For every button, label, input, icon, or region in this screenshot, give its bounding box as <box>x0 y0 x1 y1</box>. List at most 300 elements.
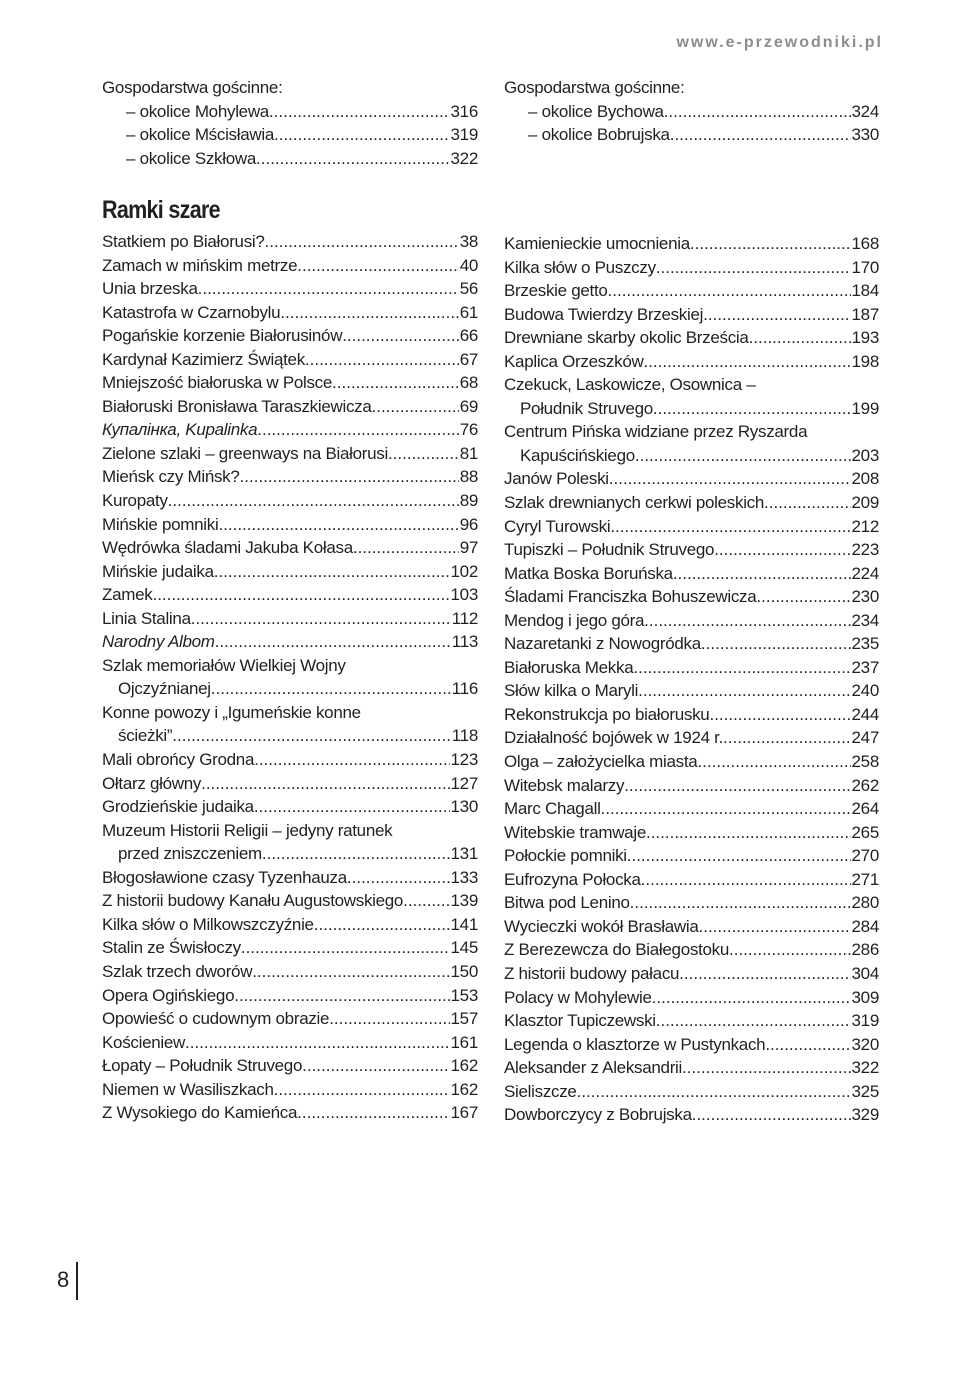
leader-dots <box>643 350 850 374</box>
leader-dots <box>703 303 850 327</box>
toc-entry <box>504 821 879 845</box>
leader-dots <box>274 1078 450 1102</box>
toc-entry <box>504 326 879 350</box>
entry-page: 237 <box>851 657 879 677</box>
entry-page: 320 <box>851 1034 879 1054</box>
guesthouses-heading: Gospodarstwa gościnne: <box>102 78 283 97</box>
leader-dots <box>256 147 450 171</box>
leader-dots <box>332 371 459 395</box>
leader-dots <box>342 324 459 348</box>
toc-entry <box>102 819 478 866</box>
entry-page: 212 <box>851 516 879 536</box>
entry-title-continued: Ojczyźnianej <box>118 679 211 699</box>
toc-entry-line <box>102 654 478 678</box>
toc-entry-line <box>102 348 478 372</box>
entry-title: Nazaretanki z Nowogródka <box>504 634 701 654</box>
leader-dots <box>280 301 458 325</box>
toc-entry-line <box>504 256 879 280</box>
toc-entry-line <box>102 936 478 960</box>
leader-dots <box>329 1007 449 1031</box>
toc-entry <box>102 866 478 890</box>
toc-entry <box>504 679 879 703</box>
toc-entry-line <box>102 536 478 560</box>
toc-entry <box>102 395 478 419</box>
toc-entry <box>102 795 478 819</box>
entry-page: 141 <box>450 914 478 934</box>
toc-entry-line <box>504 703 879 727</box>
leader-dots <box>673 562 851 586</box>
entry-title: Witebsk malarzy <box>504 775 625 795</box>
leader-dots <box>729 938 851 962</box>
toc-entry-line <box>102 748 478 772</box>
toc-entry <box>102 277 478 301</box>
page-number-rule <box>76 1262 78 1300</box>
toc-entry-line <box>102 984 478 1008</box>
toc-entry-line <box>504 726 879 750</box>
entry-title: Mińskie pomniki <box>102 514 219 534</box>
toc-entry <box>504 491 879 515</box>
entry-page: 69 <box>459 396 478 416</box>
leader-dots <box>646 821 851 845</box>
toc-entry <box>102 489 478 513</box>
entry-page: 325 <box>851 1081 879 1101</box>
toc-left-column <box>102 230 478 1125</box>
toc-entry-line <box>504 679 879 703</box>
toc-entry-line <box>102 772 478 796</box>
toc-entry <box>504 656 879 680</box>
toc-entry-line <box>102 819 478 843</box>
entry-page: 97 <box>459 538 478 558</box>
entry-page: 133 <box>450 867 478 887</box>
entry-title: Konne powozy i „Igumeńskie konne <box>102 702 361 722</box>
entry-page: 131 <box>450 844 478 864</box>
leader-dots <box>191 607 451 631</box>
leader-dots <box>215 630 451 654</box>
toc-entry-line <box>504 938 879 962</box>
entry-title: Zielone szlaki – greenways na Białorusi <box>102 443 388 463</box>
entry-page: 66 <box>459 326 478 346</box>
entry-page: 316 <box>450 101 478 121</box>
entry-page: 304 <box>851 963 879 983</box>
entry-page: 330 <box>851 125 879 144</box>
toc-entry <box>102 1078 478 1102</box>
entry-title: Białoruski Bronisława Taraszkiewicza <box>102 396 372 416</box>
toc-entry <box>102 654 478 701</box>
entry-title: – okolice Mścisławia <box>126 125 274 144</box>
toc-entry <box>504 891 879 915</box>
entry-title: Dowborczycy z Bobrujska <box>504 1105 692 1125</box>
entry-title: Kardynał Kazimierz Świątek <box>102 349 305 369</box>
toc-entry <box>504 232 879 256</box>
toc-entry <box>102 324 478 348</box>
entry-title: Z historii budowy pałacu <box>504 963 680 983</box>
leader-dots <box>682 1056 851 1080</box>
toc-entry <box>504 350 879 374</box>
entry-page: 167 <box>450 1103 478 1123</box>
entry-title: Kilka słów o Puszczy <box>504 257 656 277</box>
entry-title: Kamienieckie umocnienia <box>504 234 690 253</box>
toc-entry-line <box>102 1031 478 1055</box>
toc-entry-line <box>504 303 879 327</box>
toc-entry <box>102 889 478 913</box>
leader-dots <box>765 1033 850 1057</box>
toc-entry <box>102 1031 478 1055</box>
entry-page: 162 <box>450 1056 478 1076</box>
toc-entry <box>102 1007 478 1031</box>
entry-title: Zamek <box>102 585 153 605</box>
toc-entry-line <box>504 1009 879 1033</box>
entry-page: 322 <box>450 148 478 168</box>
toc-entry-line <box>504 1103 879 1127</box>
toc-entry-line <box>504 891 879 915</box>
entry-title: Bitwa pod Lenino <box>504 893 630 913</box>
entry-page: 150 <box>450 961 478 981</box>
toc-entry-line <box>102 560 478 584</box>
entry-title: Brzeskie getto <box>504 281 608 301</box>
leader-dots <box>372 395 459 419</box>
entry-page: 68 <box>459 373 478 393</box>
entry-title-continued: Południk Struvego <box>520 398 653 418</box>
entry-page: 112 <box>451 608 478 628</box>
entry-page: 153 <box>450 985 478 1005</box>
entry-page: 264 <box>851 799 879 819</box>
toc-entry-line <box>504 774 879 798</box>
entry-title-continued: Kapuścińskiego <box>520 445 635 465</box>
leader-dots <box>635 444 851 468</box>
entry-page: 56 <box>459 279 478 299</box>
toc-entry-line <box>102 701 478 725</box>
toc-entry-line <box>102 254 478 278</box>
leader-dots <box>269 100 450 124</box>
toc-entry <box>504 915 879 939</box>
toc-entry-line <box>504 397 879 421</box>
entry-page: 324 <box>851 101 879 121</box>
toc-entry-line <box>102 724 478 748</box>
toc-entry <box>504 774 879 798</box>
toc-entry-line <box>504 515 879 539</box>
leader-dots <box>201 772 449 796</box>
toc-entry <box>102 560 478 584</box>
leader-dots <box>347 866 450 890</box>
toc-entry-line <box>504 232 879 256</box>
toc-entry-line <box>504 1080 879 1104</box>
entry-page: 161 <box>450 1032 478 1052</box>
entry-title: – okolice Bobrujska <box>528 125 670 144</box>
entry-title: Купалiнка, Kupalinka <box>102 420 258 440</box>
toc-entry <box>102 984 478 1008</box>
toc-entry-line <box>102 489 478 513</box>
toc-entry <box>504 373 879 420</box>
entry-title: Opowieść o cudownym obrazie <box>102 1009 330 1029</box>
guesthouses-right <box>504 76 879 147</box>
leader-dots <box>577 1080 851 1104</box>
toc-entry-line <box>504 821 879 845</box>
toc-entry <box>504 609 879 633</box>
toc-entry <box>504 100 879 124</box>
toc-entry <box>504 538 879 562</box>
toc-entry <box>102 465 478 489</box>
toc-entry-line <box>102 630 478 654</box>
leader-dots <box>262 842 450 866</box>
entry-page: 193 <box>851 328 879 348</box>
entry-page: 113 <box>451 632 478 652</box>
toc-entry <box>102 147 478 171</box>
entry-page: 280 <box>851 893 879 913</box>
entry-title: Z Wysokiego do Kamieńca <box>102 1103 298 1123</box>
toc-entry-line <box>504 609 879 633</box>
entry-title: Wędrówka śladami Jakuba Kołasa <box>102 538 353 558</box>
leader-dots <box>756 585 850 609</box>
leader-dots <box>265 230 459 254</box>
leader-dots <box>714 538 850 562</box>
leader-dots <box>644 609 850 633</box>
entry-title: Słów kilka o Maryli <box>504 681 639 701</box>
toc-entry <box>102 1054 478 1078</box>
toc-entry <box>102 936 478 960</box>
entry-title: Matka Boska Boruńska <box>504 563 673 583</box>
entry-title: Błogosławione czasy Tyzenhauza <box>102 867 347 887</box>
entry-page: 247 <box>851 728 879 748</box>
toc-entry-line <box>504 326 879 350</box>
toc-entry-line <box>504 279 879 303</box>
toc-entry <box>102 772 478 796</box>
toc-entry <box>102 913 478 937</box>
entry-page: 265 <box>851 822 879 842</box>
toc-entry <box>102 418 478 442</box>
entry-page: 127 <box>450 773 478 793</box>
toc-entry <box>504 123 879 147</box>
leader-dots <box>709 703 850 727</box>
leader-dots <box>168 489 459 513</box>
entry-title: Zamach w mińskim metrze <box>102 255 298 275</box>
entry-page: 157 <box>450 1009 478 1029</box>
leader-dots <box>257 418 458 442</box>
leader-dots <box>641 868 851 892</box>
entry-title: Pogańskie korzenie Białorusinów <box>102 326 343 346</box>
entry-title: Niemen w Wasiliszkach <box>102 1079 274 1099</box>
toc-entry-line <box>504 656 879 680</box>
entry-title: Sieliszcze <box>504 1081 577 1101</box>
leader-dots <box>185 1031 450 1055</box>
entry-title: Połockie pomniki <box>504 846 627 866</box>
toc-entry <box>504 938 879 962</box>
entry-title: Kaplica Orzeszków <box>504 351 644 371</box>
entry-title: – okolice Szkłowa <box>126 148 257 168</box>
entry-title: Mali obrońcy Grodna <box>102 750 255 770</box>
toc-entry-line <box>504 420 879 444</box>
leader-dots <box>664 100 851 124</box>
toc-entry <box>102 748 478 772</box>
toc-entry-line <box>504 350 879 374</box>
toc-entry <box>504 256 879 280</box>
leader-dots <box>297 254 458 278</box>
toc-entry <box>102 607 478 631</box>
entry-title: Z Berezewcza do Białegostoku <box>504 940 730 960</box>
leader-dots <box>630 891 851 915</box>
entry-title: Cyryl Turowski <box>504 516 611 536</box>
toc-entry-line <box>504 562 879 586</box>
leader-dots <box>252 960 449 984</box>
toc-entry-line <box>102 913 478 937</box>
leader-dots <box>234 984 449 1008</box>
entry-page: 88 <box>459 467 478 487</box>
leader-dots <box>240 465 459 489</box>
leader-dots <box>692 1103 851 1127</box>
leader-dots <box>388 442 459 466</box>
entry-page: 61 <box>459 302 478 322</box>
entry-title: Czekuck, Laskowicze, Osownica – <box>504 375 756 395</box>
entry-page: 286 <box>851 940 879 960</box>
entry-title: Mniejszość białoruska w Polsce <box>102 373 333 393</box>
leader-dots <box>241 936 450 960</box>
entry-title: Szlak drewnianych cerkwi poleskich <box>504 493 765 513</box>
entry-title: Działalność bojówek w 1924 r. <box>504 728 724 748</box>
toc-entry-line <box>102 301 478 325</box>
toc-entry <box>504 1103 879 1127</box>
leader-dots <box>297 1101 449 1125</box>
entry-page: 244 <box>851 704 879 724</box>
toc-entry-line <box>102 889 478 913</box>
toc-entry <box>102 230 478 254</box>
leader-dots <box>656 1009 851 1033</box>
toc-entry-line <box>102 866 478 890</box>
toc-entry-line <box>504 868 879 892</box>
entry-title: Muzeum Historii Religii – jedyny ratunek <box>102 820 393 840</box>
leader-dots <box>652 986 851 1010</box>
entry-title-continued: przed zniszczeniem <box>118 844 262 864</box>
leader-dots <box>403 889 449 913</box>
entry-page: 199 <box>851 398 879 418</box>
entry-title: Ołtarz główny <box>102 773 202 793</box>
entry-page: 76 <box>459 420 478 440</box>
toc-entry-line <box>102 324 478 348</box>
toc-entry <box>504 962 879 986</box>
toc-entry <box>102 254 478 278</box>
toc-entry <box>504 420 879 467</box>
toc-entry-line <box>102 230 478 254</box>
leader-dots <box>601 797 851 821</box>
leader-dots <box>670 123 851 147</box>
toc-entry-line <box>504 538 879 562</box>
leader-dots <box>314 913 450 937</box>
entry-title: Narodny Albom <box>102 632 215 652</box>
leader-dots <box>172 724 451 748</box>
toc-entry <box>102 583 478 607</box>
toc-entry <box>102 630 478 654</box>
entry-page: 209 <box>851 493 879 513</box>
toc-entry <box>504 1056 879 1080</box>
entry-page: 130 <box>450 797 478 817</box>
toc-entry <box>504 797 879 821</box>
toc-entry <box>102 513 478 537</box>
entry-page: 139 <box>450 891 478 911</box>
toc-entry-line <box>102 960 478 984</box>
toc-entry <box>504 844 879 868</box>
entry-title: Centrum Pińska widziane przez Ryszarda <box>504 422 808 442</box>
entry-title: Białoruska Mekka <box>504 657 634 677</box>
toc-entry-line <box>504 962 879 986</box>
toc-entry <box>102 1101 478 1125</box>
entry-title: Statkiem po Białorusi? <box>102 232 265 251</box>
leader-dots <box>749 326 851 350</box>
toc-entry <box>504 703 879 727</box>
entry-page: 116 <box>451 679 478 699</box>
toc-entry-line <box>102 677 478 701</box>
entry-page: 208 <box>851 469 879 489</box>
leader-dots <box>697 750 850 774</box>
toc-entry <box>504 632 879 656</box>
toc-entry-line <box>504 491 879 515</box>
entry-title: Marc Chagall <box>504 799 601 819</box>
toc-entry <box>504 726 879 750</box>
entry-page: 162 <box>450 1079 478 1099</box>
leader-dots <box>305 348 459 372</box>
toc-entry-line <box>504 467 879 491</box>
toc-entry-line <box>504 1033 879 1057</box>
toc-entry-line <box>504 844 879 868</box>
leader-dots <box>353 536 459 560</box>
toc-entry <box>504 750 879 774</box>
toc-entry <box>504 1033 879 1057</box>
toc-entry-line <box>504 797 879 821</box>
entry-title: Kilka słów o Milkowszczyźnie <box>102 914 314 934</box>
entry-page: 96 <box>459 514 478 534</box>
leader-dots <box>254 795 450 819</box>
toc-entry-line <box>102 795 478 819</box>
entry-page: 319 <box>450 125 478 144</box>
entry-title: Janów Poleski <box>504 469 609 489</box>
entry-title: Szlak trzech dworów <box>102 961 253 981</box>
toc-entry-line <box>102 607 478 631</box>
entry-page: 123 <box>450 750 478 770</box>
leader-dots <box>764 491 851 515</box>
leader-dots <box>211 677 451 701</box>
entry-title: Szlak memoriałów Wielkiej Wojny <box>102 655 346 675</box>
entry-title: Olga – założycielka miasta <box>504 752 698 772</box>
entry-title: Opera Ogińskiego <box>102 985 235 1005</box>
entry-page: 187 <box>851 304 879 324</box>
entry-title: Z historii budowy Kanału Augustowskiego <box>102 891 404 911</box>
entry-page: 224 <box>851 563 879 583</box>
entry-page: 230 <box>851 587 879 607</box>
entry-page: 258 <box>851 752 879 772</box>
toc-entry-line <box>102 1054 478 1078</box>
guesthouses-heading: Gospodarstwa gościnne: <box>504 78 685 97</box>
toc-entry <box>504 467 879 491</box>
entry-title: Tupiszki – Południk Struvego <box>504 540 715 560</box>
entry-page: 102 <box>450 561 478 581</box>
leader-dots <box>638 679 850 703</box>
entry-page: 319 <box>851 1011 879 1031</box>
entry-page: 145 <box>450 938 478 958</box>
entry-title: Klasztor Tupiczewski <box>504 1011 656 1031</box>
toc-entry <box>102 701 478 748</box>
toc-entry-line <box>504 1056 879 1080</box>
section-heading: Ramki szare <box>102 196 220 224</box>
entry-page: 223 <box>851 540 879 560</box>
entry-title: Kościeniew <box>102 1032 185 1052</box>
entry-page: 103 <box>450 585 478 605</box>
toc-entry-line <box>504 986 879 1010</box>
toc-entry-line <box>102 418 478 442</box>
entry-page: 118 <box>451 726 478 746</box>
toc-entry-line <box>102 1078 478 1102</box>
entry-page: 329 <box>851 1105 879 1125</box>
toc-entry <box>504 303 879 327</box>
entry-page: 81 <box>459 443 478 463</box>
leader-dots <box>633 656 850 680</box>
toc-entry <box>504 1080 879 1104</box>
